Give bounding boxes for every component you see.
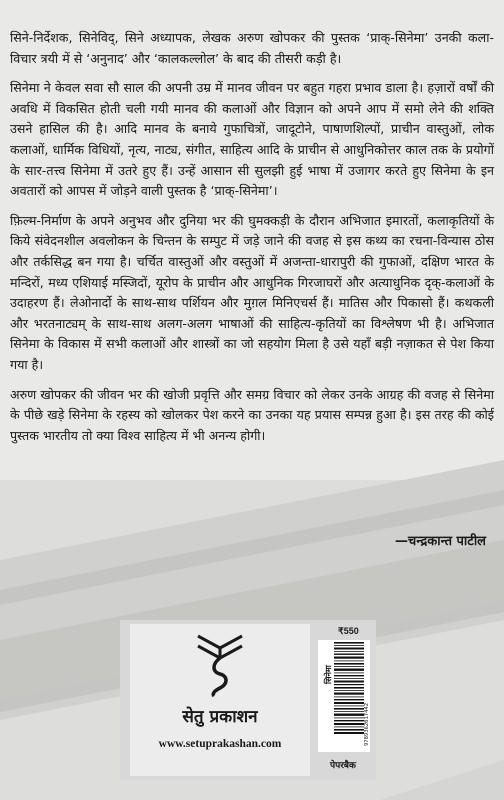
blurb-paragraph-2: सिनेमा ने केवल सवा सौ साल की अपनी उम्र में मानव जीवन पर बहुत गहरा प्रभाव डाला है। हज़ारों वर्षों की अवधि में विकसित होती चली गयी मानव की कलाओं और विज्ञान को अपने आप में समो लेने की शक्ति उसने हासिल की है। आदि मानव के बनाये गुफाचित्रों, जादूटोने, पाषाणशिल्पों, प्राचीन वास्तुओं, लोक कलाओं, धार्मिक विधियों, नृत्य, नाट्य, संगीत, साहित्य आदि के प्राचीन से आधुनिकोत्तर काल तक के प्रयोगों के सार-तत्त्व सिनेमा में उतरे हुए हैं। उन्हें आसान सी सुलझी हुई भाषा में उजागर करते हुए सिनेमा के इन अवतारों को आपस में जोड़ने वाली पुस्तक है ‘प्राक्-सिनेमा’। [10, 80, 494, 199]
barcode-book-title: सिनेमा [324, 665, 333, 684]
publisher-panel [120, 620, 376, 780]
blurb-text [10, 28, 494, 455]
publisher-website: www.setuprakashan.com [158, 738, 282, 750]
publisher-logo-box [130, 624, 310, 776]
isbn-number: 9789362017442 [364, 702, 370, 746]
setu-prakashan-logo-icon [190, 632, 250, 698]
binding-type: पेपरबैक [330, 761, 356, 771]
isbn-barcode [334, 642, 364, 734]
blurb-paragraph-4: अरुण खोपकर की जीवन भर की खोजी प्रवृत्ति और समग्र विचार को लेकर उनके आग्रह की वजह से सिनेमा के पीछे खड़े सिनेमा के रहस्य को खोलकर पेश करने का उनका यह प्रयास सम्पन्न हुआ है। इस तरह की कोई पुस्तक भारतीय तो क्या विश्व साहित्य में भी अनन्य होगी। [10, 386, 494, 443]
price-label: ₹550 [338, 626, 359, 636]
blurb-paragraph-3: फ़िल्म-निर्माण के अपने अनुभव और दुनिया भर की घुमक्कड़ी के दौरान अभिजात इमारतों, कलाकृतियों के किये संवेदनशील अवलोकन के चिन्तन के सम्पुट में जड़े जाने की वजह से इस कथ्य का रचना-विन्यास ठोस और तर्कसिद्ध बन गया है। चर्चित वास्तुओं और वस्तुओं में अजन्ता-धारापुरी की गुफाओं, दक्षिण भारत के मन्दिरों, मध्य एशियाई मस्जिदों, यूरोप के प्राचीन और आधुनिक गिरजाघरों और अत्याधुनिक दृक्-कलाओं के उदाहरण हैं। लेओनार्दो के साथ-साथ पर्शियन और मुग़ल मिनिएचर्स हैं। मातिस और पिकासो हैं। कथकली और भरतनाट्यम् के साथ-साथ अलग-अलग भाषाओं की साहित्य-कृतियों का विश्लेषण भी है। अभिजात सिनेमा के विकास में सभी कलाओं और शास्त्रों का जो सहयोग मिला है उसे यहाँ बड़ी नज़ाकत से पेश किया गया है। [10, 212, 494, 372]
signature: —चन्द्रकान्त पाटील [395, 534, 486, 549]
blurb-paragraph-1: सिने-निर्देशक, सिनेविद्, सिने अध्यापक, लेखक अरुण खोपकर की पुस्तक ‘प्राक्-सिनेमा’ उनकी कला-विचार त्रयी में से ‘अनुनाद’ और ‘कालकल्लोल’ के बाद की तीसरी कड़ी है। [10, 30, 494, 66]
publisher-name: सेतु प्रकाशन [182, 707, 258, 727]
